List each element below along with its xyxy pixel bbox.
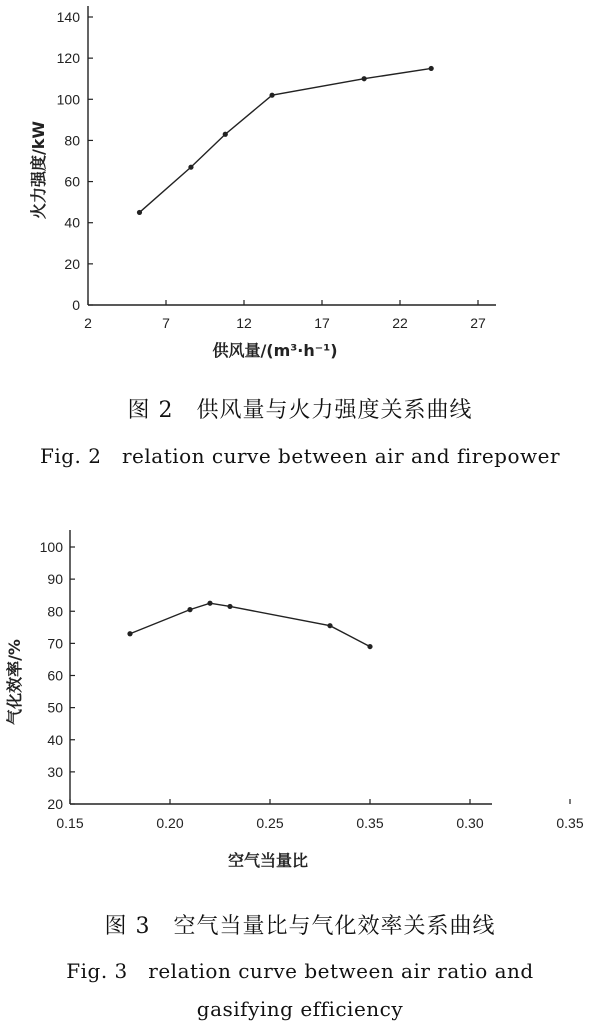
chart1-data-point — [223, 132, 228, 137]
figure3-caption-en-line2: gasifying efficiency — [196, 997, 404, 1021]
chart2-x-tick-label: 0.20 — [156, 815, 184, 831]
chart1-data-point — [429, 66, 434, 71]
chart1-y-axis-label: 火力强度/kW — [29, 120, 48, 220]
chart2-y-tick-label: 50 — [47, 699, 63, 716]
chart1-y-tick-label: 20 — [64, 255, 80, 272]
chart2-x-tick-label: 0.30 — [456, 815, 484, 831]
chart2-y-tick-label: 80 — [47, 603, 63, 620]
chart1-x-tick-label: 17 — [314, 315, 330, 331]
chart2-y-tick-label: 60 — [47, 667, 63, 684]
chart2-y-tick-label: 20 — [47, 796, 63, 812]
chart2-y-tick-label: 70 — [47, 635, 63, 652]
chart1-data-point — [269, 93, 274, 98]
chart2-data-point — [367, 644, 372, 649]
chart1-x-tick-label: 22 — [392, 315, 408, 331]
figure2-caption-en: Fig. 2 relation curve between air and firepower — [39, 444, 561, 468]
chart2-data-point — [207, 601, 212, 606]
figure2-caption-cn: 图 2 供风量与火力强度关系曲线 — [127, 398, 473, 423]
chart2-y-tick-label: 30 — [47, 763, 63, 780]
chart2-x-tick-label: 0.15 — [56, 815, 84, 831]
chart1-y-tick-label: 120 — [56, 50, 80, 67]
chart1-y-tick-label: 40 — [64, 214, 80, 231]
chart1-data-point — [362, 76, 367, 81]
chart1-y-tick-label: 80 — [64, 132, 80, 149]
chart2-x-tick-label: 0.25 — [256, 815, 284, 831]
chart-air-ratio-vs-efficiency — [5, 530, 584, 870]
chart1-x-tick-label: 12 — [236, 315, 252, 331]
chart1-x-tick-label: 2 — [84, 315, 92, 331]
chart-airflow-vs-firepower — [29, 6, 496, 360]
chart2-y-tick-label: 40 — [47, 731, 63, 748]
chart2-series-line — [130, 603, 370, 646]
chart1-y-tick-label: 140 — [56, 9, 80, 25]
chart1-y-tick-label: 100 — [56, 91, 80, 108]
chart2-data-point — [227, 604, 232, 609]
chart2-data-point — [327, 623, 332, 628]
chart1-x-axis-label: 供风量/(m³·h⁻¹) — [212, 341, 338, 360]
chart1-x-tick-label: 27 — [470, 315, 486, 331]
chart2-x-tick-label: 0.35 — [356, 815, 384, 831]
chart2-data-point — [187, 607, 192, 612]
chart2-x-tick-label: 0.35 — [556, 815, 584, 831]
chart2-data-point — [127, 631, 132, 636]
chart2-y-tick-label: 100 — [39, 539, 63, 555]
chart2-x-axis-label: 空气当量比 — [227, 851, 309, 870]
chart2-y-axis-label: 气化效率/% — [5, 639, 24, 725]
chart1-series-line — [139, 68, 431, 212]
chart1-y-tick-label: 60 — [64, 173, 80, 190]
chart1-y-tick-label: 0 — [72, 297, 80, 313]
chart2-y-tick-label: 90 — [47, 571, 63, 588]
figure3-caption-cn: 图 3 空气当量比与气化效率关系曲线 — [104, 914, 496, 939]
chart1-data-point — [137, 210, 142, 215]
figure3-caption-en-line1: Fig. 3 relation curve between air ratio and — [66, 959, 534, 983]
chart1-x-tick-label: 7 — [162, 315, 170, 331]
chart1-data-point — [188, 165, 193, 170]
